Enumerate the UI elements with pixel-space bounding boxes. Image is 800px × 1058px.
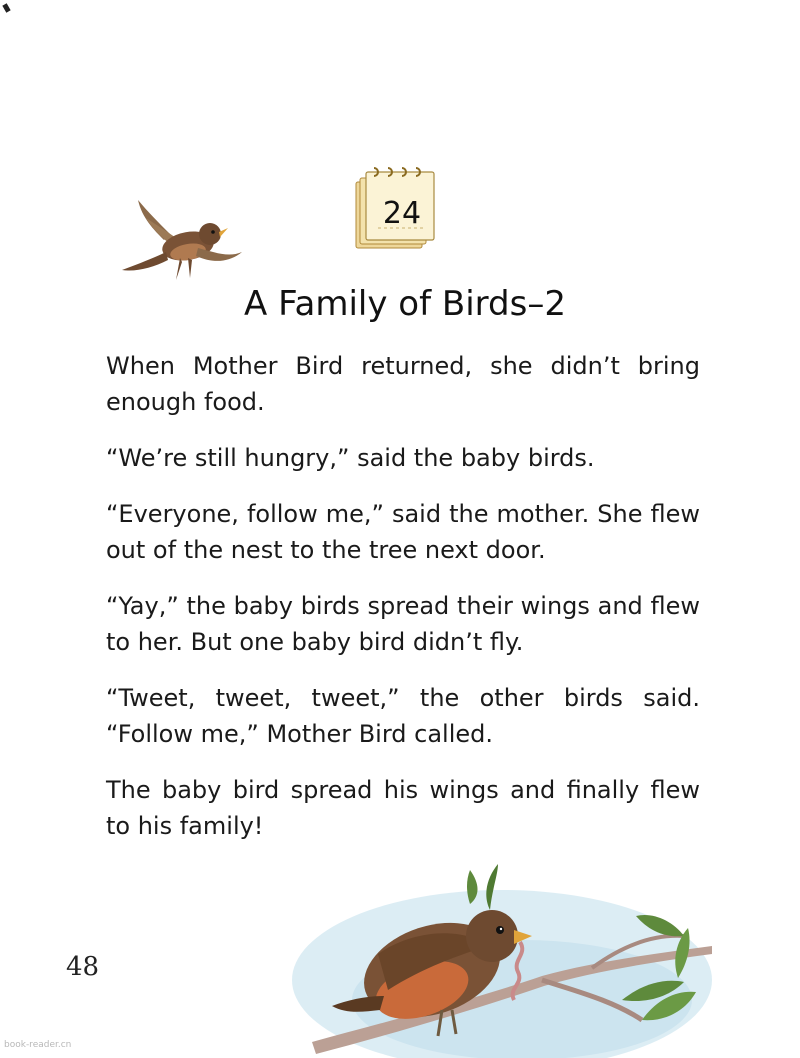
story-title: A Family of Birds–2 [244, 284, 566, 324]
flying-bird-illustration [118, 192, 244, 288]
watermark: book-reader.cn [4, 1040, 72, 1050]
paragraph: The baby bird spread his wings and finally flew to his family! [106, 776, 700, 840]
paragraph: “Yay,” the baby birds spread their wings and flew to her. But one baby bird didn’t fly. [106, 592, 700, 656]
mother-bird-illustration [292, 850, 732, 1058]
paragraph: “Everyone, follow me,” said the mother. She flew out of the nest to the tree next door. [106, 500, 700, 564]
paragraph: “We’re still hungry,” said the baby birds. [106, 444, 595, 472]
lesson-number: 24 [382, 196, 422, 231]
paragraph: When Mother Bird returned, she didn’t bring enough food. [106, 352, 700, 416]
page-number: 48 [66, 952, 100, 982]
scan-speck [2, 3, 10, 12]
paragraph: “Tweet, tweet, tweet,” the other birds said. “Follow me,” Mother Bird called. [106, 684, 700, 748]
story-text [106, 348, 700, 864]
